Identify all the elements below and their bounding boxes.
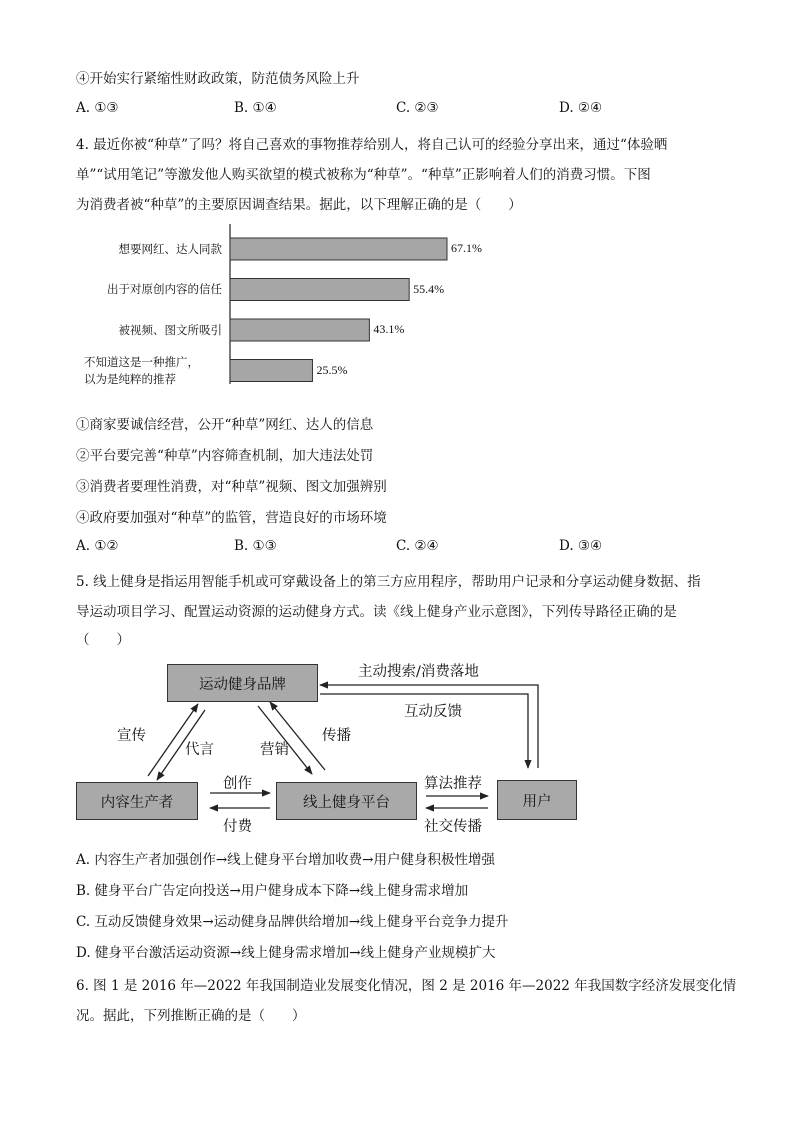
q3-item-4: ④开始实行紧缩性财政政策，防范债务风险上升 bbox=[76, 71, 360, 87]
label-endorse: 代言 bbox=[185, 742, 214, 758]
node-user: 用户 bbox=[497, 780, 577, 820]
label-marketing: 营销 bbox=[260, 742, 289, 758]
arrow-user-to-brand bbox=[320, 685, 538, 768]
q5-stem-line-1: 5. 线上健身是指运用智能手机或可穿戴设备上的第三方应用程序，帮助用户记录和分享运动健身数据、指 bbox=[76, 574, 701, 590]
label-create: 创作 bbox=[223, 776, 252, 792]
label-search: 主动搜索/消费落地 bbox=[358, 664, 479, 680]
q3-option-d: D. ②④ bbox=[559, 100, 603, 116]
q3-option-a: A. ①③ bbox=[76, 100, 119, 116]
bar-value-label-4: 25.5% bbox=[316, 362, 348, 377]
q4-option-d: D. ③④ bbox=[559, 538, 603, 554]
label-algo: 算法推荐 bbox=[424, 776, 482, 792]
q4-stem-line-3: 为消费者被“种草”的主要原因调查结果。据此，以下理解正确的是（ ） bbox=[76, 197, 522, 213]
q5-option-a: A. 内容生产者加强创作→线上健身平台增加收费→用户健身积极性增强 bbox=[76, 852, 495, 868]
bar-category-line: 想要网红、达人同款 bbox=[118, 241, 222, 256]
bar-category-line: 不知道这是一种推广， bbox=[84, 354, 199, 369]
q5-option-b: B. 健身平台广告定向投送→用户健身成本下降→线上健身需求增加 bbox=[76, 883, 469, 899]
q3-option-c: C. ②③ bbox=[396, 100, 439, 116]
q5-option-d: D. 健身平台激活运动资源→线上健身需求增加→线上健身产业规模扩大 bbox=[76, 945, 496, 961]
label-feedback: 互动反馈 bbox=[404, 704, 462, 720]
node-platform: 线上健身平台 bbox=[276, 782, 417, 820]
label-social: 社交传播 bbox=[424, 819, 482, 835]
arrow-platform-to-brand bbox=[270, 702, 325, 770]
q4-stem-line-2: 单”“试用笔记”等激发他人购买欲望的模式被称为“种草”。“种草”正影响着人们的消费习惯。下图 bbox=[76, 167, 651, 183]
label-promote: 宣传 bbox=[117, 728, 146, 744]
q4-option-b: B. ①③ bbox=[234, 538, 277, 554]
label-pay: 付费 bbox=[223, 819, 252, 835]
label-spread: 传播 bbox=[322, 728, 351, 744]
q4-stem-line-1: 4. 最近你被“种草”了吗？将自己喜欢的事物推荐给别人，将自己认可的经验分享出来，通过“体验晒 bbox=[76, 137, 668, 153]
q4-option-c: C. ②④ bbox=[396, 538, 439, 554]
q5-stem-line-2: 导运动项目学习、配置运动资源的运动健身方式。读《线上健身产业示意图》，下列传导路径正确的是 bbox=[76, 604, 677, 620]
q3-option-b: B. ①④ bbox=[234, 100, 277, 116]
q4-option-a: A. ①② bbox=[76, 538, 119, 554]
q4-item-2: ②平台要完善“种草”内容筛查机制，加大违法处罚 bbox=[76, 448, 374, 464]
bar-category-line: 以为是纯粹的推荐 bbox=[84, 371, 176, 386]
bar-category-line: 出于对原创内容的信任 bbox=[107, 282, 222, 296]
bar-value-label-3: 43.1% bbox=[373, 322, 405, 336]
node-producer: 内容生产者 bbox=[76, 782, 198, 820]
q5-option-c: C. 互动反馈健身效果→运动健身品牌供给增加→线上健身平台竞争力提升 bbox=[76, 914, 509, 930]
q4-item-1: ①商家要诚信经营，公开“种草”网红、达人的信息 bbox=[76, 417, 374, 433]
bar-value-label-2: 55.4% bbox=[413, 281, 445, 296]
q4-item-4: ④政府要加强对“种草”的监管，营造良好的市场环境 bbox=[76, 510, 387, 526]
q6-stem-line-1: 6. 图 1 是 2016 年—2022 年我国制造业发展变化情况，图 2 是 2016 年—2022 年我国数字经济发展变化情 bbox=[76, 978, 737, 994]
q4-item-3: ③消费者要理性消费，对“种草”视频、图文加强辨别 bbox=[76, 479, 387, 495]
q5-stem-line-3: （ ） bbox=[76, 632, 130, 648]
node-brand: 运动健身品牌 bbox=[167, 664, 318, 702]
bar-value-label-1: 67.1% bbox=[451, 241, 482, 255]
q6-stem-line-2: 况。据此，下列推断正确的是（ ） bbox=[76, 1008, 306, 1024]
bar-category-line: 被视频、图文所吸引 bbox=[118, 322, 222, 337]
